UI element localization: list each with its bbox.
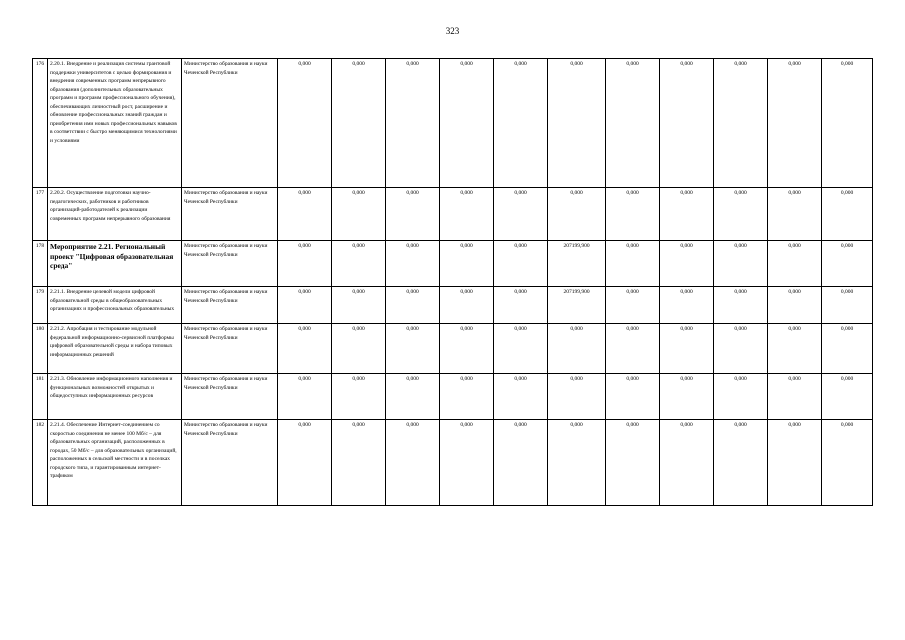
funding-value: 0,000 xyxy=(386,287,440,324)
funding-value: 0,000 xyxy=(386,59,440,188)
funding-value: 0,000 xyxy=(660,374,714,420)
funding-value: 0,000 xyxy=(714,374,768,420)
responsible-organization: Министерство образования и науки Чеченской Республики xyxy=(182,188,278,241)
row-index: 176 xyxy=(33,59,48,188)
funding-value: 0,000 xyxy=(440,287,494,324)
funding-value: 0,000 xyxy=(714,324,768,374)
funding-value: 0,000 xyxy=(714,420,768,506)
funding-value: 0,000 xyxy=(822,188,873,241)
funding-value: 0,000 xyxy=(278,374,332,420)
funding-value: 0,000 xyxy=(278,287,332,324)
row-index: 177 xyxy=(33,188,48,241)
funding-value: 207199,900 xyxy=(548,287,606,324)
funding-value: 0,000 xyxy=(606,188,660,241)
funding-value: 0,000 xyxy=(386,374,440,420)
funding-value: 0,000 xyxy=(714,241,768,287)
funding-value: 0,000 xyxy=(714,287,768,324)
table-row xyxy=(33,374,873,420)
funding-value: 0,000 xyxy=(768,188,822,241)
funding-value: 0,000 xyxy=(606,324,660,374)
funding-value: 0,000 xyxy=(660,241,714,287)
funding-value: 0,000 xyxy=(660,59,714,188)
funding-value: 0,000 xyxy=(714,59,768,188)
funding-value: 0,000 xyxy=(278,324,332,374)
funding-value: 0,000 xyxy=(494,188,548,241)
funding-value: 0,000 xyxy=(768,241,822,287)
funding-value: 0,000 xyxy=(822,324,873,374)
funding-value: 0,000 xyxy=(822,241,873,287)
funding-value: 0,000 xyxy=(494,374,548,420)
funding-value: 0,000 xyxy=(332,420,386,506)
table-row xyxy=(33,420,873,506)
funding-value: 0,000 xyxy=(548,420,606,506)
funding-value: 0,000 xyxy=(606,59,660,188)
funding-value: 0,000 xyxy=(548,188,606,241)
funding-value: 0,000 xyxy=(606,420,660,506)
funding-value: 0,000 xyxy=(822,287,873,324)
funding-value: 0,000 xyxy=(822,59,873,188)
funding-value: 0,000 xyxy=(386,420,440,506)
funding-value: 0,000 xyxy=(660,324,714,374)
funding-value: 0,000 xyxy=(768,374,822,420)
funding-value: 0,000 xyxy=(714,188,768,241)
table-row xyxy=(33,287,873,324)
funding-value: 0,000 xyxy=(386,324,440,374)
funding-value: 0,000 xyxy=(548,324,606,374)
funding-value: 0,000 xyxy=(768,287,822,324)
funding-value: 0,000 xyxy=(548,59,606,188)
page-number: 323 xyxy=(445,26,460,36)
funding-value: 0,000 xyxy=(440,420,494,506)
row-index: 181 xyxy=(33,374,48,420)
funding-value: 0,000 xyxy=(768,420,822,506)
funding-value: 0,000 xyxy=(440,188,494,241)
funding-value: 0,000 xyxy=(494,241,548,287)
funding-value: 0,000 xyxy=(440,241,494,287)
funding-value: 0,000 xyxy=(278,59,332,188)
funding-value: 0,000 xyxy=(660,420,714,506)
responsible-organization: Министерство образования и науки Чеченской Республики xyxy=(182,241,278,287)
funding-value: 0,000 xyxy=(332,241,386,287)
table-row xyxy=(33,241,873,287)
funding-value: 0,000 xyxy=(822,374,873,420)
funding-value: 0,000 xyxy=(332,287,386,324)
funding-value: 0,000 xyxy=(494,287,548,324)
funding-value: 0,000 xyxy=(494,420,548,506)
funding-value: 0,000 xyxy=(768,59,822,188)
row-index: 178 xyxy=(33,241,48,287)
funding-value: 0,000 xyxy=(278,420,332,506)
activity-description: 2.20.2. Осуществление подготовки научно-педагогических, работников и работников организаций-работодателей к реализации современных программ непрерывного образования xyxy=(48,188,182,241)
funding-value: 0,000 xyxy=(440,374,494,420)
funding-value: 0,000 xyxy=(548,374,606,420)
budget-table xyxy=(32,58,873,506)
funding-value: 0,000 xyxy=(494,324,548,374)
funding-value: 0,000 xyxy=(332,59,386,188)
funding-value: 0,000 xyxy=(822,420,873,506)
funding-value: 0,000 xyxy=(440,324,494,374)
funding-value: 0,000 xyxy=(278,188,332,241)
responsible-organization: Министерство образования и науки Чеченской Республики xyxy=(182,324,278,374)
row-index: 182 xyxy=(33,420,48,506)
funding-value: 0,000 xyxy=(386,241,440,287)
funding-value: 0,000 xyxy=(332,188,386,241)
funding-value: 0,000 xyxy=(332,324,386,374)
activity-description: 2.20.1. Внедрение и реализация системы грантовой поддержки университетов с целью формирования и внедрения современных программ непрерывного образования (дополнительных образовательных программ и программ профессионального обучения), обеспечивающих личностный рост, расширение и обновление профессиональных знаний граждан и приобретения ими новых профессиональных навыков в соответствии с быстро меняющимися технологиями и условиями xyxy=(48,59,182,188)
funding-value: 0,000 xyxy=(494,59,548,188)
table-row xyxy=(33,324,873,374)
funding-value: 0,000 xyxy=(278,241,332,287)
table-row xyxy=(33,59,873,188)
funding-value: 207199,900 xyxy=(548,241,606,287)
funding-value: 0,000 xyxy=(660,287,714,324)
activity-description: 2.21.3. Обновление информационного наполнения и функциональных возможностей открытых и общедоступных информационных ресурсов xyxy=(48,374,182,420)
funding-value: 0,000 xyxy=(440,59,494,188)
funding-value: 0,000 xyxy=(606,241,660,287)
activity-description: 2.21.4. Обеспечение Интернет-соединением со скоростью соединения не менее 100 Мб/c – для образовательных организаций, расположенных в городах, 50 Мб/c – для образовательных организаций, расположенных в сельской местности и в поселках городского типа, и гарантированным интернет-трафиком xyxy=(48,420,182,506)
funding-value: 0,000 xyxy=(332,374,386,420)
funding-value: 0,000 xyxy=(660,188,714,241)
row-index: 180 xyxy=(33,324,48,374)
responsible-organization: Министерство образования и науки Чеченской Республики xyxy=(182,287,278,324)
funding-value: 0,000 xyxy=(606,374,660,420)
funding-value: 0,000 xyxy=(606,287,660,324)
table-row xyxy=(33,188,873,241)
activity-description: 2.21.1. Внедрение целевой модели цифровой образовательной среды в общеобразовательных организациях и профессиональных образовательных xyxy=(48,287,182,324)
row-index: 179 xyxy=(33,287,48,324)
responsible-organization: Министерство образования и науки Чеченской Республики xyxy=(182,420,278,506)
activity-description: Мероприятие 2.21. Региональный проект "Цифровая образовательная среда" xyxy=(48,241,182,287)
funding-value: 0,000 xyxy=(386,188,440,241)
activity-description: 2.21.2. Апробация и тестирование модульной федеральной информационно-сервисной платформы цифровой образовательной среды и набора типовых информационных решений xyxy=(48,324,182,374)
responsible-organization: Министерство образования и науки Чеченской Республики xyxy=(182,59,278,188)
funding-value: 0,000 xyxy=(768,324,822,374)
responsible-organization: Министерство образования и науки Чеченской Республики xyxy=(182,374,278,420)
